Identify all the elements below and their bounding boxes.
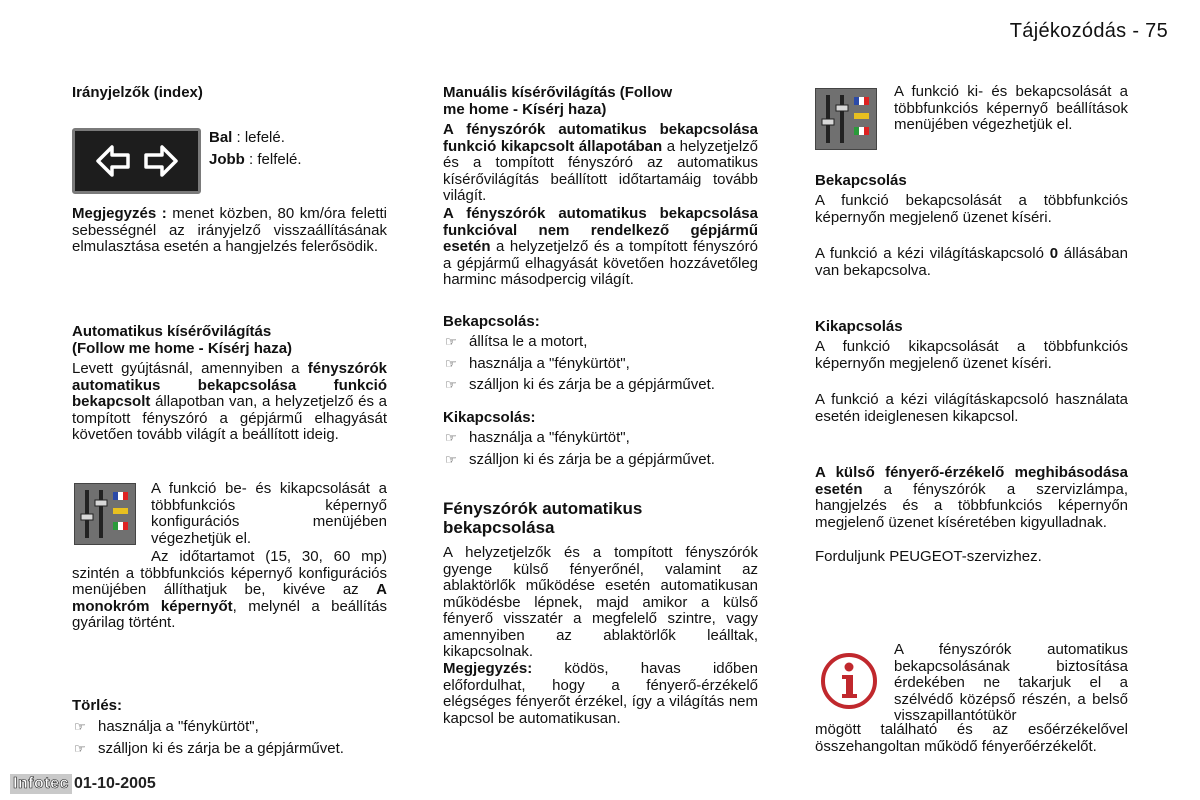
auto-on-p2: A funkció a kézi világításkapcsoló 0 állásában van bekapcsolva. [815,245,1128,279]
auto-note-text: ködös, havas időben előfordulhat, hogy a fényerő-érzékelő elégséges fényerőt érzékel, így a világítás nem kapcsol be automatikusan. [443,660,758,727]
pointing-hand-icon: ☞ [445,355,457,371]
manual-off-heading: Kikapcsolás: [443,409,536,426]
manual-p2-bold: A fényszórók automatikus bekapcsolása funkcióval nem rendelkező gépjármű esetén [443,205,758,255]
manual-p1-bold: A fényszórók automatikus bekapcsolása funkció kikapcsolt állapotában [443,121,758,155]
auto-title-line1: Fényszórók automatikus [443,499,643,518]
manual-off-list [443,430,763,473]
list-item: ☞ szálljon ki és zárja be a gépjárművet. [445,450,715,468]
list-item: ☞ használja a "fénykürtöt", [74,718,259,735]
turn-indicator-arrows-icon [72,128,201,194]
note-text: menet közben, 80 km/óra feletti sebességnél az irányjelző visszaállításának elmulasztása esetén a hangjelzés felerősödik. [72,205,387,255]
torles-heading: Törlés: [72,697,123,714]
auto-note-label: Megjegyzés: [443,660,533,677]
list-item: ☞ használja a "fénykürtöt", [445,354,630,372]
pointing-hand-icon: ☞ [445,377,457,392]
auto-on-p1: A funkció bekapcsolását a többfunkciós képernyőn megjelenő üzenet kíséri. [815,192,1128,226]
auto-follow-text-bold: fényszórók automatikus bekapcsolása funkció bekapcsolt [72,360,387,410]
pointing-hand-icon: ☞ [74,740,86,756]
jobb-label: Jobb [209,151,245,168]
pointing-hand-icon: ☞ [445,430,457,445]
info-text-full: mögött található és az esőérzékelővel összehangoltan működő fényerőérzékelőt. [815,721,1128,755]
manual-p2 [443,206,758,289]
auto-follow-heading [72,323,387,357]
info-text-indented: A fényszórók automatikus bekapcsolásának biztosítása érdekében ne takarjuk el a szélvédő középső részén, a belső visszapillantótükör [894,641,1128,724]
auto-follow-time-paragraph [72,549,387,632]
auto-headlights-p1: A helyzetjelzők és a tompított fényszórók gyenge külső fényerőnél, valamint az ablaktörlők működése esetén automatikusan működésbe lépnek, majd amikor a külső fényerő visszatér a megfelelő szintre, vagy amennyiben az ablaktörlők leálltak, kikapcsolnak. [443,544,758,660]
manual-follow-heading [443,84,758,118]
pointing-hand-icon: ☞ [445,334,457,349]
jobb-text: : felfelé. [244,151,302,168]
footer-date: 01-10-2005 [73,775,156,792]
sensor-fault-paragraph [815,465,1128,531]
time-text-pre: Az időtartamot (15, 30, 60 mp) szintén a többfunkciós képernyő konfigurációs menüjében állíthatjuk be, kivéve az [72,548,387,598]
indicator-note [72,206,387,256]
turn-indicator-heading: Irányjelzők (index) [72,84,203,101]
auto-follow-text-pre: Levett gyújtásnál, amennyiben a [72,360,308,377]
bal-label: Bal [209,129,233,146]
auto-follow-heading-line1: Automatikus kísérővilágítás [72,323,272,340]
manual-p2-text: a helyzetjelző és a tompított fényszóró a gépjármű elhagyását követően hozzávetőleg harminc másodpercig világít. [443,238,758,288]
multifunction-screen-menu-icon [815,88,877,150]
multifunction-screen-menu-icon [74,483,136,545]
list-item: ☞ használja a "fénykürtöt", [445,429,630,446]
manual-p1-text: a helyzetjelző és a tompított fényszóró az automatikus kísérővilágítás beállított időtartamáig tovább világít. [443,137,758,204]
auto-follow-text-post: állapotban van, a helyzetjelző és a tompított fényszóró a gépjármű elhagyását követően tovább világít a beállított ideig. [72,393,387,443]
list-item: ☞ szálljon ki és zárja be a gépjárművet. [74,739,344,757]
manual-on-heading: Bekapcsolás: [443,313,540,330]
pointing-hand-icon: ☞ [74,719,86,734]
pointing-hand-icon: ☞ [445,451,457,467]
auto-off-p1: A funkció kikapcsolását a többfunkciós képernyőn megjelenő üzenet kíséri. [815,338,1128,372]
manual-p1 [443,122,758,205]
manual-heading-line2: me home - Kísérj haza) [443,101,607,118]
auto-headlights-title [443,499,642,537]
auto-follow-paragraph [72,361,387,444]
infotec-logo: Infotec [10,774,72,794]
indicator-directions [209,127,302,171]
bal-text: : lefelé. [232,129,285,146]
footer [10,772,156,796]
service-note: Forduljunk PEUGEOT-szervizhez. [815,548,1042,565]
auto-on-heading: Bekapcsolás [815,172,907,189]
page-title: Tájékozódás - 75 [1009,20,1168,42]
manual-on-list [443,334,763,399]
auto-follow-menu-text: A funkció be- és kikapcsolását a többfunkciós képernyő konfigurációs menüjében végezhetjük el. [151,480,387,547]
auto-headlights-note [443,661,758,727]
auto-off-heading: Kikapcsolás [815,318,903,335]
manual-heading-line1: Manuális kísérővilágítás (Follow [443,84,673,101]
time-text-bold: A monokróm képernyőt [72,581,387,615]
note-label: Megjegyzés : [72,205,167,222]
auto-follow-heading-line2: (Follow me home - Kísérj haza) [72,340,293,357]
time-text-post: , melynél a beállítás gyárilag történt. [72,597,387,631]
list-item: ☞ szálljon ki és zárja be a gépjárművet. [445,376,715,393]
fault-bold: A külső fényerő-érzékelő meghibásodása esetén [815,464,1128,498]
information-icon [818,650,880,712]
torles-list [72,719,392,762]
col3-menu-text: A funkció ki- és bekapcsolását a többfunkciós képernyő beállítások menüjében végezhetjük el. [894,83,1128,133]
auto-title-line2: bekapcsolása [443,518,555,537]
auto-off-p2: A funkció a kézi világításkapcsoló használata esetén ideiglenesen kikapcsol. [815,391,1128,425]
list-item: ☞ állítsa le a motort, [445,333,588,350]
fault-text: a fényszórók a szervizlámpa, hangjelzés és a többfunkciós képernyőn megjelenő üzenet kíséretében kigyulladnak. [815,480,1128,531]
